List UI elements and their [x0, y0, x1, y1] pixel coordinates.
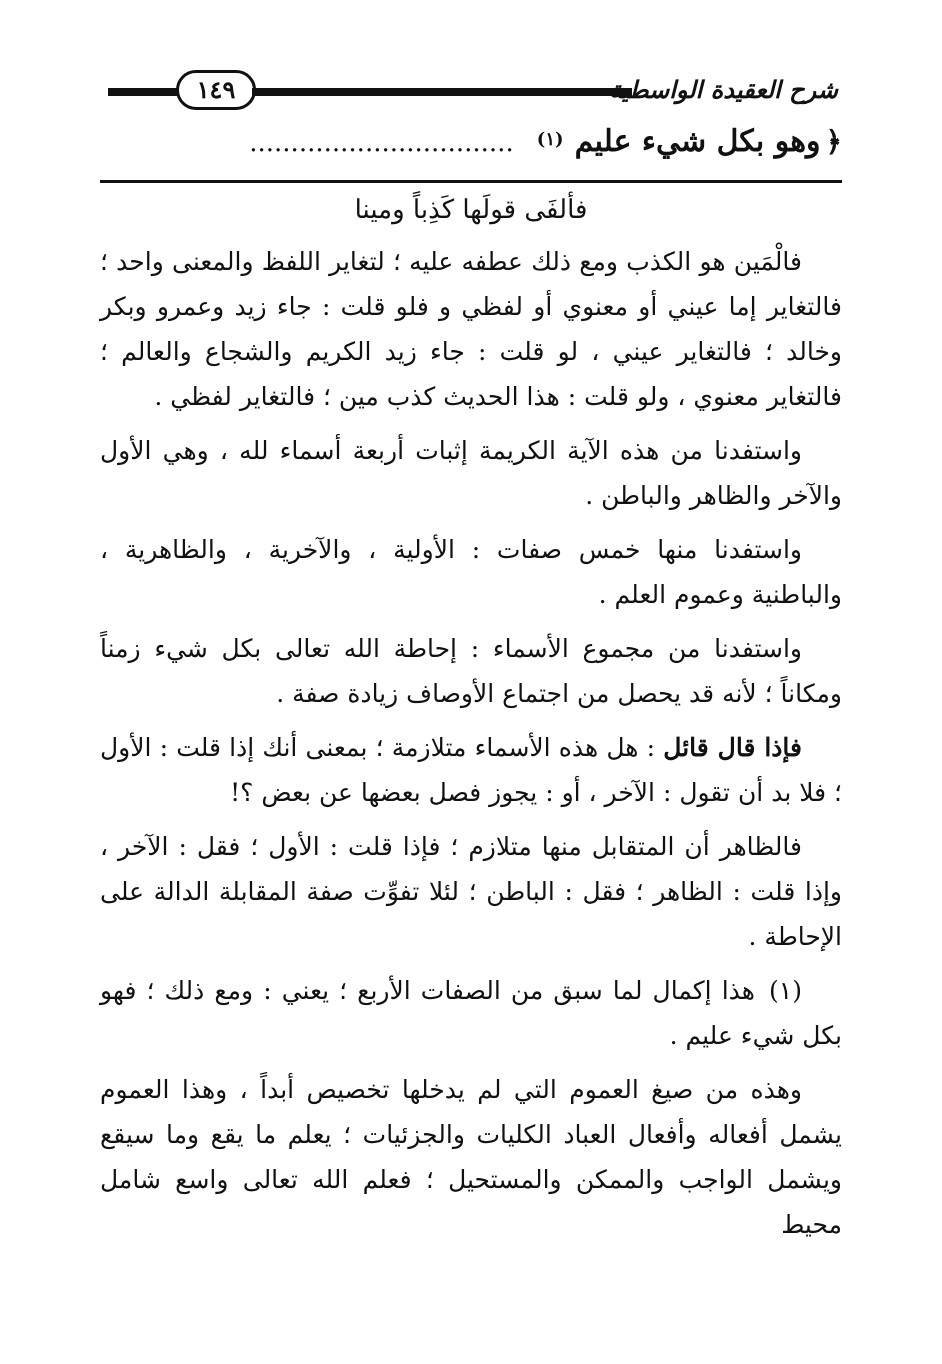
verse-footnote-marker: (١): [536, 128, 564, 150]
paragraph-mayn: فالْمَين هو الكذب ومع ذلك عطفه عليه ؛ لتغاير اللفظ والمعنى واحد ؛ فالتغاير إما عيني أو معنوي أو لفظي و فلو قلت : جاء زيد وعمرو وبكر وخالد ؛ فالتغاير عيني ، لو قلت : جاء زيد الكريم والشجاع والعالم ؛ فالتغاير معنوي ، ولو قلت : هذا الحديث كذب مين ؛ فالتغاير لفظي .: [100, 247, 842, 411]
header-bar-left: [108, 88, 180, 96]
page-body: [100, 188, 842, 1256]
footnote-text: هذا إكمال لما سبق من الصفات الأربع ؛ يعني : ومع ذلك ؛ فهو بكل شيء عليم .: [100, 976, 842, 1050]
header-rule: [100, 180, 842, 183]
question-text: : هل هذه الأسماء متلازمة ؛ بمعنى أنك إذا قلت : الأول ؛ فلا بد أن تقول : الآخر ، أو : يجوز فصل بعضها عن بعض ؟!: [100, 733, 842, 807]
header-bar-right: [252, 88, 632, 96]
paragraph-names: واستفدنا من هذه الآية الكريمة إثبات أربعة أسماء لله ، وهي الأول والآخر والظاهر والباطن .: [100, 436, 842, 510]
poem-line: فألفَى قولَها كَذِباً ومينا: [354, 195, 588, 225]
verse-heading: [102, 124, 842, 174]
book-title: شرح العقيدة الواسطية: [609, 75, 838, 104]
verse-open-bracket: ﴿: [825, 125, 842, 158]
paragraph-attributes: واستفدنا منها خمس صفات : الأولية ، والآخرية ، والظاهرية ، والباطنية وعموم العلم .: [100, 535, 842, 609]
verse-text: وهو بكل شيء عليم: [574, 124, 821, 159]
paragraph-closing: وهذه من صيغ العموم التي لم يدخلها تخصيص أبداً ، وهذا العموم يشمل أفعاله وأفعال العباد الكليات والجزئيات ؛ يعلم ما يقع وما سيقع ويشمل الواجب والممكن والمستحيل ؛ فعلم الله تعالى واسع شامل محيط: [100, 1075, 842, 1239]
paragraph-question: [100, 725, 842, 815]
paragraph-encompassing: واستفدنا من مجموع الأسماء : إحاطة الله تعالى بكل شيء زمناً ومكاناً ؛ لأنه قد يحصل من اجتماع الأوصاف زيادة صفة .: [100, 634, 842, 708]
verse-dots: ................................: [249, 128, 514, 158]
question-lead: فإذا قال قائل: [663, 733, 802, 762]
page-number: ١٤٩: [176, 70, 256, 110]
footnote-number: (١): [769, 976, 802, 1005]
paragraph-answer: فالظاهر أن المتقابل منها متلازم ؛ فإذا قلت : الأول ؛ فقل : الآخر ، وإذا قلت : الظاهر ؛ فقل : الباطن ؛ لئلا تفوِّت صفة المقابلة الدالة على الإحاطة .: [100, 832, 842, 951]
footnote: [100, 968, 842, 1058]
